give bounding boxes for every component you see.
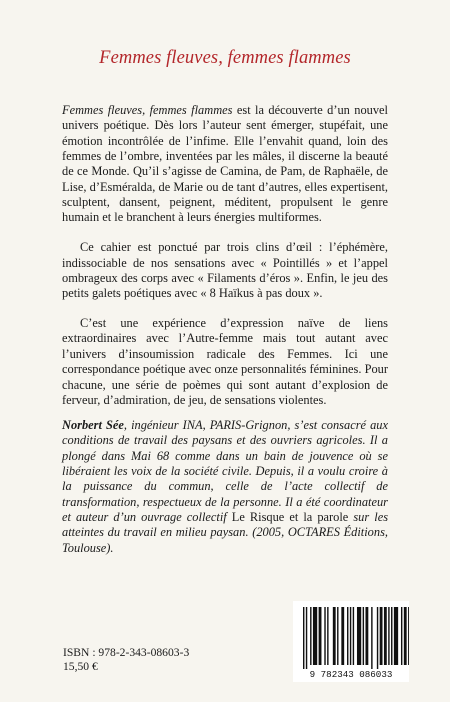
barcode-bars: [303, 607, 409, 669]
barcode-bar: [324, 607, 325, 665]
barcode-bar: [384, 607, 387, 665]
blurb-paragraph-1-text: est la découverte d’un nouvel univers poétique. Dès lors l’auteur sent émerger, stupéfait, une émotion incontrôlée de l’infime. Elle l’envahit quand, loin des femmes de l’ombre, inventées par les mâles, il discerne la beauté de ce Monde. Qu’il s’agisse de Camina, de Pam, de Raphaële, de Lise, d’Esméralda, de Marie ou de tant d’autres, elles expertisent, sculptent, dansent, peignent, méditent, propulsent le genre humain et le branchent à leurs énergies multiformes.: [62, 103, 388, 225]
barcode-bar: [404, 607, 407, 665]
author-biography: [62, 418, 388, 556]
barcode-bar: [341, 607, 344, 665]
barcode-bar: [353, 607, 354, 665]
barcode-bar: [313, 607, 317, 665]
isbn-number: ISBN : 978-2-343-08603-3: [63, 646, 190, 659]
blurb-paragraph-1: [62, 103, 388, 226]
blurb-title-reference: Femmes fleuves, femmes flammes: [62, 103, 233, 117]
barcode-bar: [306, 607, 307, 669]
barcode-bar: [337, 607, 338, 665]
barcode-bar: [333, 607, 336, 665]
barcode-bar: [380, 607, 383, 665]
barcode-bar: [310, 607, 311, 665]
barcode-bar: [319, 607, 322, 665]
author-bio-text-2: sur les atteintes du travail en milieu paysan. (2005, OCTARES Éditions, Toulouse).: [62, 510, 389, 555]
barcode-digits: 9 782343 086033: [309, 669, 393, 680]
price: 15,50 €: [63, 660, 98, 673]
barcode-bar: [327, 607, 328, 665]
blurb-paragraph-2: Ce cahier est ponctué par trois clins d’œil : l’éphémère, indissociable de nos sensations avec « Pointillés » et l’appel ombrageux des corps avec « Filaments d’éros ». Enfin, le jeu des petits galets poétiques avec « 8 Haïkus à pas doux ».: [62, 240, 388, 301]
author-name: Norbert Sée: [62, 418, 124, 432]
barcode-bar: [371, 607, 372, 669]
barcode-bar: [357, 607, 361, 665]
isbn-price-block: [63, 646, 189, 674]
barcode-bar: [377, 607, 378, 669]
barcode-bar: [391, 607, 392, 665]
back-cover-blurb: [62, 103, 388, 423]
barcode-bar: [401, 607, 402, 665]
barcode-bar: [408, 607, 409, 665]
author-bio-paragraph: [62, 418, 388, 556]
barcode-bar: [347, 607, 348, 665]
barcode-graphic: [293, 601, 409, 682]
barcode-bar: [303, 607, 304, 669]
author-book-title: Le Risque et la parole: [226, 510, 354, 525]
book-title: Femmes fleuves, femmes flammes: [99, 48, 351, 68]
blurb-paragraph-3: C’est une expérience d’expression naïve de liens extraordinaires avec l’Autre-femme mais tout autant avec l’univers d’insoumission radicale des Femmes. Ici une correspondance poétique avec onze personnalités féminines. Pour chacune, une série de poèmes qui sont autant d’explosion de ferveur, d’admiration, de jeu, de sensations violentes.: [62, 316, 388, 407]
barcode-bar: [363, 607, 364, 665]
barcode-bar: [350, 607, 351, 665]
barcode-bar: [365, 607, 368, 665]
barcode-bar: [394, 607, 398, 665]
barcode: [293, 601, 409, 682]
author-bio-text-1: , ingénieur INA, PARIS-Grignon, s’est consacré aux conditions de travail des paysans et des ouvriers agricoles. Il a plongé dans Mai 68 comme dans un bain de jouvence où se libéraient les voix de la société civile. Depuis, il a voulu croire à la puissance du commun, celle de l’acte collectif de transformation, respectueux de la personne. Il a été coordinateur et auteur d’un ouvrage collectif: [62, 418, 388, 525]
barcode-bar: [388, 607, 389, 665]
